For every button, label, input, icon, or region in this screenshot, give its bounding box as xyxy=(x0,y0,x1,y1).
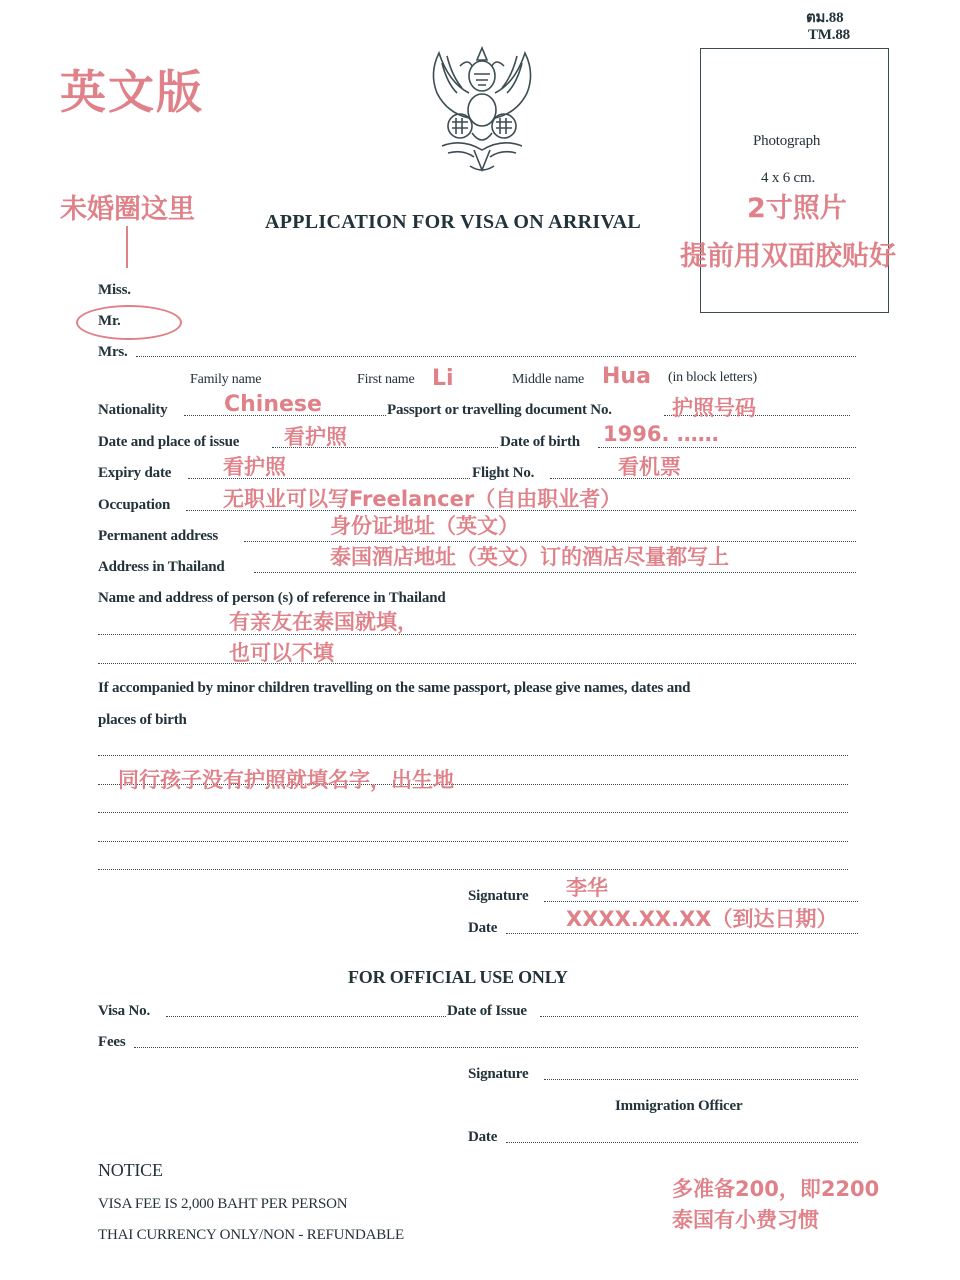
signature-field[interactable] xyxy=(544,901,858,902)
flight-label: Flight No. xyxy=(472,465,535,481)
fee-tip-1: 多准备200，即2200 xyxy=(672,1177,880,1201)
official-signature-label: Signature xyxy=(468,1066,529,1082)
reference-label: Name and address of person (s) of reference in Thailand xyxy=(98,590,446,606)
permanent-address-value: 身份证地址（英文） xyxy=(330,514,519,538)
reference-value-1: 有亲友在泰国就填， xyxy=(229,610,418,634)
fees-label: Fees xyxy=(98,1034,126,1050)
date-of-issue-field[interactable] xyxy=(540,1016,858,1017)
reference-field-2[interactable] xyxy=(98,663,856,664)
selection-circle xyxy=(76,305,182,340)
name-field[interactable] xyxy=(136,356,856,357)
date-label: Date xyxy=(468,920,498,936)
title-mrs[interactable]: Mrs. xyxy=(98,344,128,360)
middle-name-value: Hua xyxy=(602,364,651,389)
expiry-value: 看护照 xyxy=(223,455,286,479)
issue-value: 看护照 xyxy=(284,425,347,449)
expiry-label: Expiry date xyxy=(98,465,172,481)
photo-label: Photograph xyxy=(753,133,821,149)
notice-currency: THAI CURRENCY ONLY/NON - REFUNDABLE xyxy=(98,1227,404,1243)
children-field-1[interactable] xyxy=(98,755,848,756)
officer-label: Immigration Officer xyxy=(615,1098,743,1114)
notice-heading: NOTICE xyxy=(98,1160,163,1180)
permanent-address-label: Permanent address xyxy=(98,528,219,544)
children-label-2: places of birth xyxy=(98,712,187,728)
occupation-value: 无职业可以写Freelancer（自由职业者） xyxy=(223,487,622,511)
official-signature-field[interactable] xyxy=(544,1079,858,1080)
title-mr[interactable]: Mr. xyxy=(98,313,121,329)
children-field-3[interactable] xyxy=(98,812,848,813)
notice-fee: VISA FEE IS 2,000 BAHT PER PERSON xyxy=(98,1196,348,1212)
block-letters-note: (in block letters) xyxy=(668,370,757,385)
version-label: 英文版 xyxy=(60,65,204,119)
middle-name-label: Middle name xyxy=(512,372,585,387)
single-hint: 未婚圈这里 xyxy=(60,194,195,225)
birth-label: Date of birth xyxy=(500,434,580,450)
date-field[interactable] xyxy=(506,933,858,934)
family-name-label: Family name xyxy=(190,372,262,387)
official-heading: FOR OFFICIAL USE ONLY xyxy=(348,967,568,987)
birth-field[interactable] xyxy=(598,447,856,448)
fees-field[interactable] xyxy=(134,1047,858,1048)
form-code: TM.88 xyxy=(808,27,850,43)
official-date-field[interactable] xyxy=(506,1142,858,1143)
address-thailand-value: 泰国酒店地址（英文）订的酒店尽量都写上 xyxy=(330,545,729,569)
date-value: XXXX.XX.XX（到达日期） xyxy=(566,907,838,931)
flight-field[interactable] xyxy=(550,478,850,479)
issue-label: Date and place of issue xyxy=(98,434,240,450)
garuda-emblem-icon xyxy=(412,38,552,178)
photo-hint-paste: 提前用双面胶贴好 xyxy=(680,241,896,272)
date-of-issue-label: Date of Issue xyxy=(447,1003,527,1019)
first-name-label: First name xyxy=(357,372,415,387)
reference-value-2: 也可以不填 xyxy=(229,641,334,665)
reference-field-1[interactable] xyxy=(98,634,856,635)
children-field-4[interactable] xyxy=(98,841,848,842)
fee-tip-2: 泰国有小费习惯 xyxy=(672,1208,819,1232)
passport-value: 护照号码 xyxy=(672,396,756,420)
address-thailand-label: Address in Thailand xyxy=(98,559,225,575)
hint-connector-line xyxy=(126,226,128,268)
nationality-value: Chinese xyxy=(224,392,322,417)
nationality-label: Nationality xyxy=(98,402,168,418)
signature-label: Signature xyxy=(468,888,529,904)
children-label-1: If accompanied by minor children travelling on the same passport, please give names, dates and xyxy=(98,680,691,696)
first-name-value: Li xyxy=(432,366,454,391)
address-thailand-field[interactable] xyxy=(254,572,856,573)
children-field-5[interactable] xyxy=(98,869,848,870)
passport-label: Passport or travelling document No. xyxy=(387,402,612,418)
title-miss[interactable]: Miss. xyxy=(98,282,131,298)
page-title: APPLICATION FOR VISA ON ARRIVAL xyxy=(265,211,642,233)
birth-value: 1996. …… xyxy=(603,422,719,446)
visa-no-label: Visa No. xyxy=(98,1003,151,1019)
flight-value: 看机票 xyxy=(618,455,681,479)
signature-value: 李华 xyxy=(566,876,608,900)
visa-no-field[interactable] xyxy=(166,1016,446,1017)
children-value: 同行孩子没有护照就填名字，出生地 xyxy=(118,768,454,792)
form-code-thai: ตม.88 xyxy=(806,10,844,26)
official-date-label: Date xyxy=(468,1129,498,1145)
photo-hint-size: 2寸照片 xyxy=(747,193,847,224)
occupation-label: Occupation xyxy=(98,497,171,513)
photo-size: 4 x 6 cm. xyxy=(761,170,816,186)
